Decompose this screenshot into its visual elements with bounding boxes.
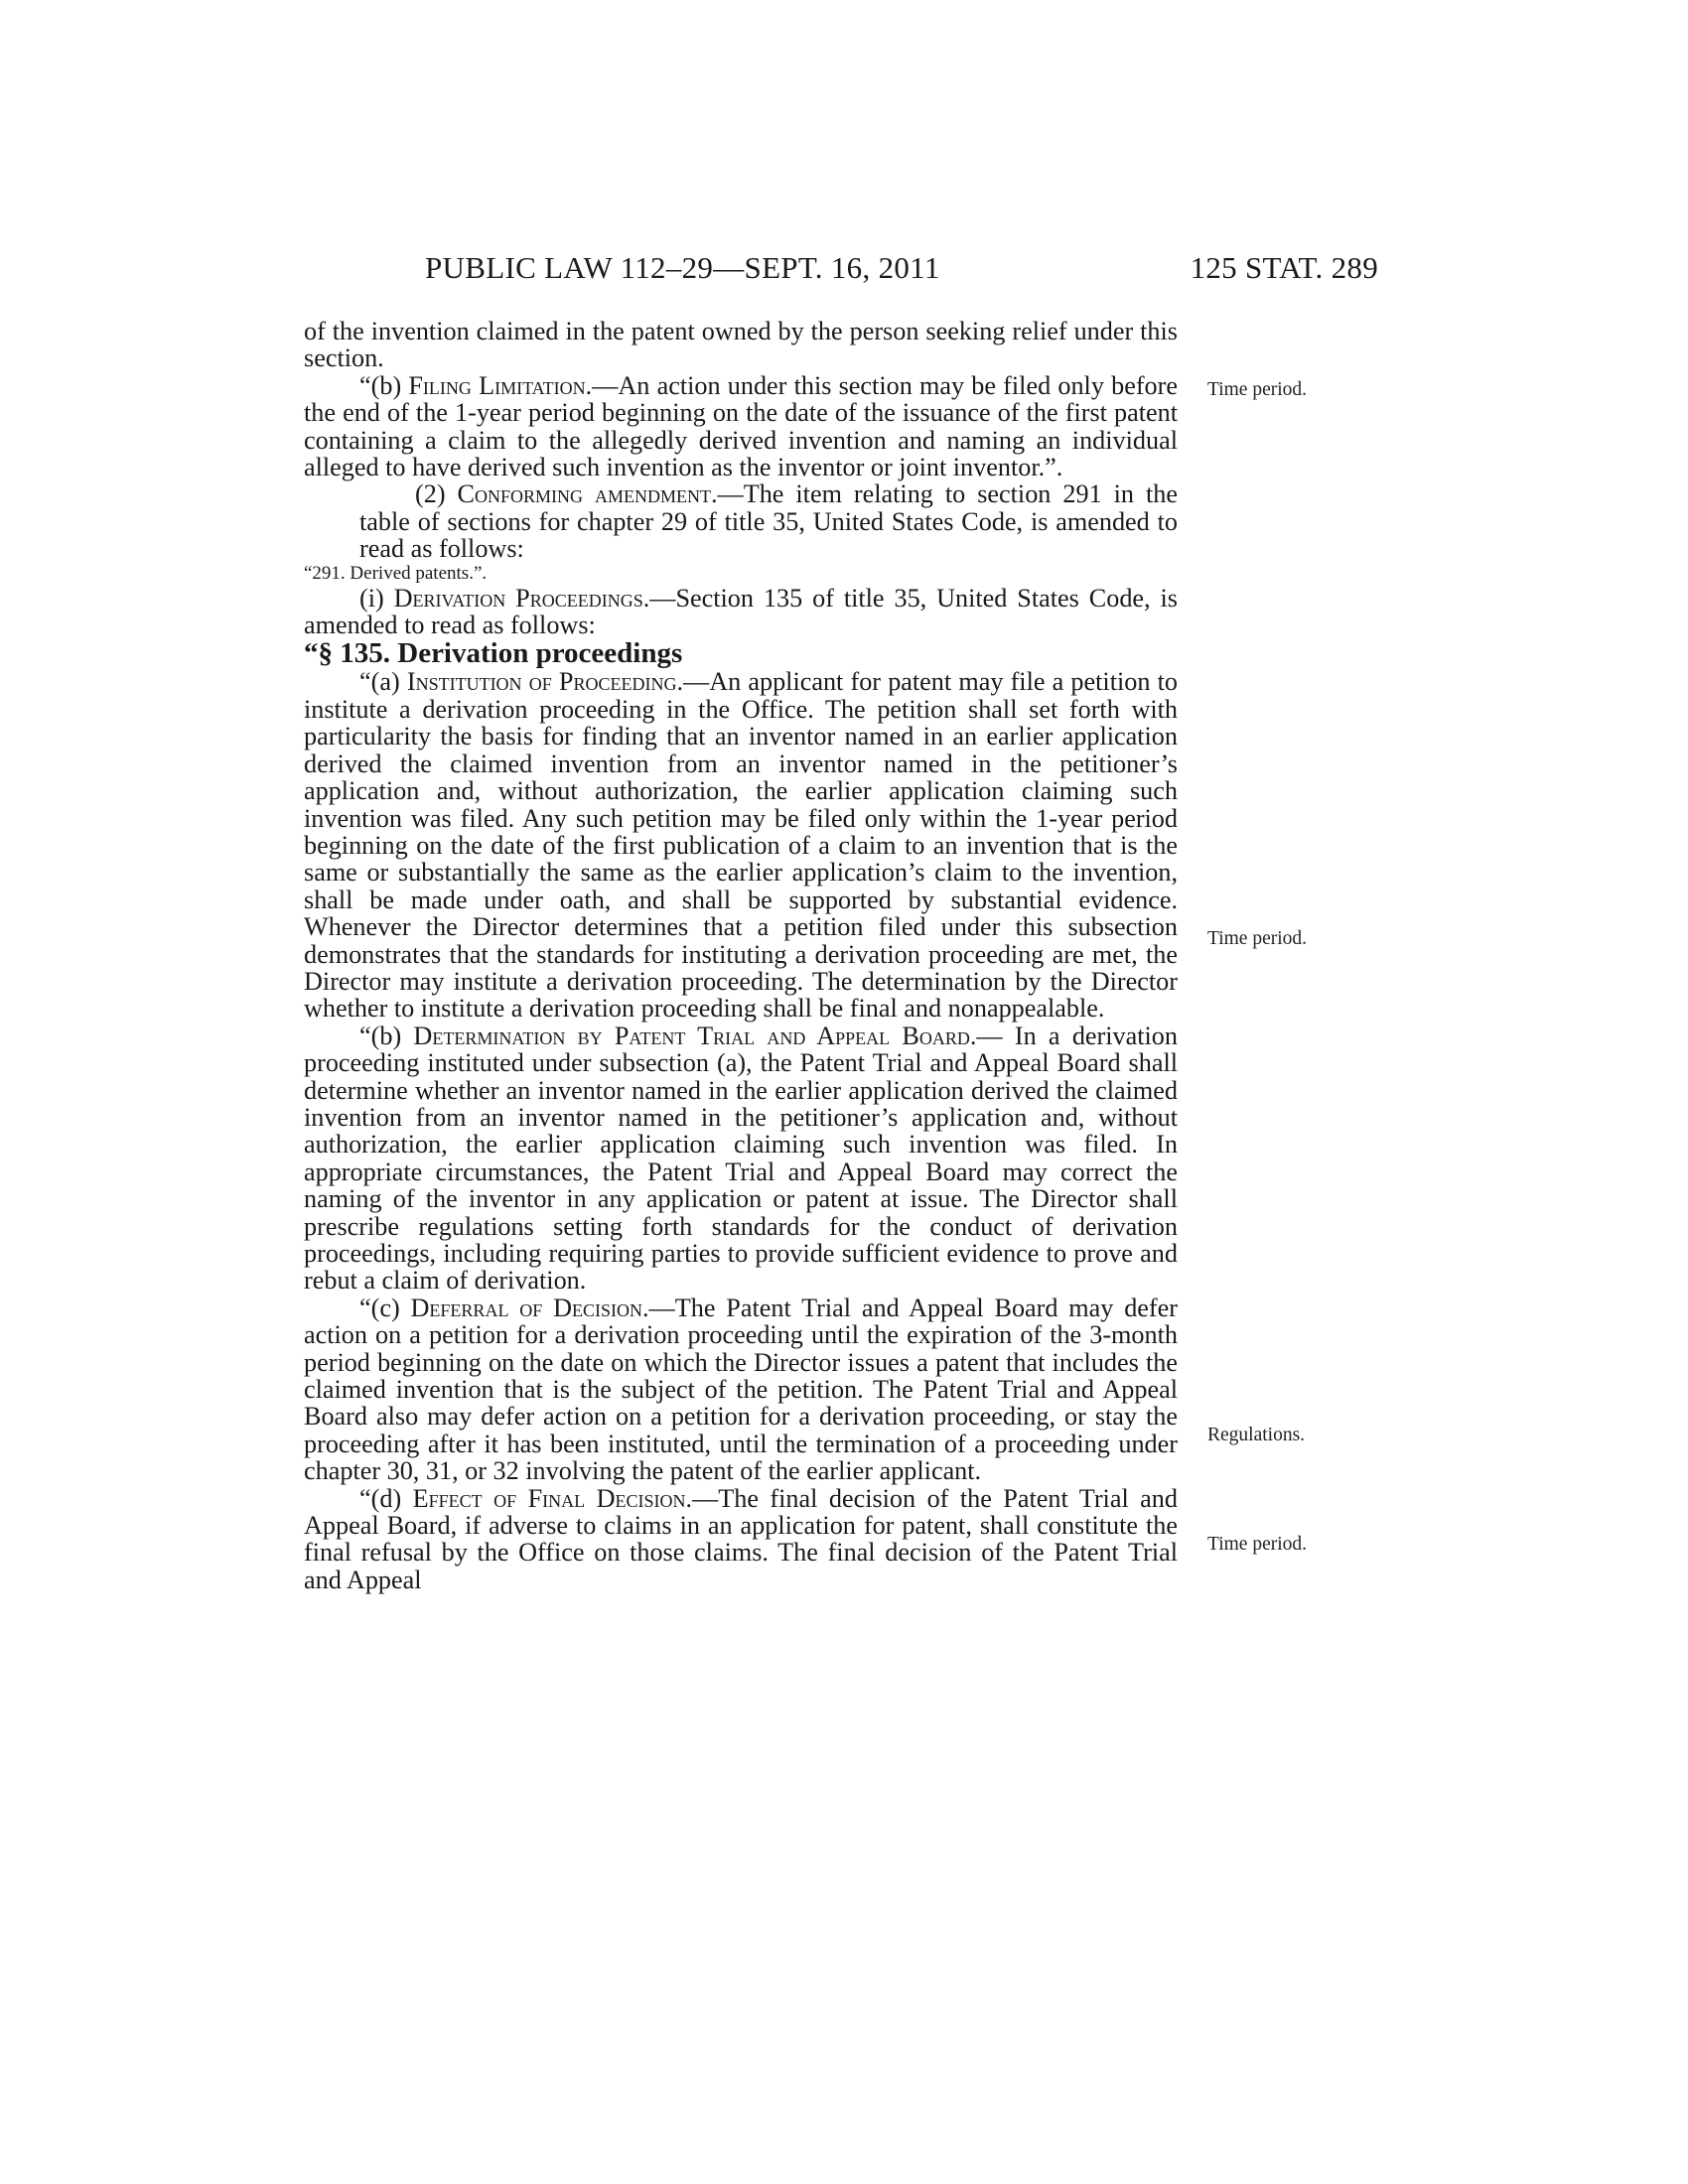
paragraph-label: “(b) bbox=[359, 370, 409, 400]
paragraph-label: “(c) bbox=[359, 1293, 411, 1322]
paragraph-label: “(d) bbox=[359, 1483, 413, 1513]
paragraph-deferral bbox=[304, 1295, 1178, 1485]
paragraph-heading: Conforming amendment bbox=[457, 479, 711, 509]
statute-page-number: 125 STAT. 289 bbox=[1190, 250, 1378, 285]
page-body bbox=[304, 318, 1178, 1593]
paragraph-heading: Determination by Patent Trial and Appeal Board bbox=[413, 1021, 970, 1050]
paragraph-heading: Deferral of Decision bbox=[410, 1293, 642, 1322]
paragraph-text: .—An applicant for patent may file a petition to institute a derivation proceeding in the Office. The petition shall set forth with particularity the basis for finding that an inventor named in an earlier application derived the claimed invention from an inventor named in the petitioner’s application and, without authorization, the earlier application claiming such invention was filed. Any such petition may be filed only within the 1-year period beginning on the date of the first publication of a claim to an invention that is the same or substantially the same as the earlier application’s claim to the invention, shall be made under oath, and shall be supported by substantial evidence. Whenever the Director determines that a petition filed under this subsection demonstrates that the standards for instituting a derivation proceeding are met, the Director may institute a derivation proceeding. The determination by the Director whether to institute a derivation proceeding shall be final and nonappealable. bbox=[304, 667, 1178, 1024]
paragraph-label: (2) bbox=[415, 479, 458, 509]
running-header bbox=[425, 250, 1378, 290]
paragraph-text: of the invention claimed in the patent owned by the person seeking relief under this section. bbox=[304, 317, 1178, 373]
section-heading: “§ 135. Derivation proceedings bbox=[304, 637, 683, 670]
paragraph-determination bbox=[304, 1023, 1178, 1295]
paragraph-filing-limitation bbox=[304, 372, 1178, 481]
margin-note-regulations: Regulations. bbox=[1207, 1425, 1306, 1445]
paragraph-label: “(b) bbox=[359, 1021, 414, 1050]
paragraph-text: .—An action under this section may be filed only before the end of the 1-year period beginning on the date of the issuance of the first patent containing a claim to the allegedly derived invention and naming an individual alleged to have derived such invention as the inventor or joint inventor.”. bbox=[304, 370, 1178, 482]
paragraph-text: .—The final decision of the Patent Trial and Appeal Board, if adverse to claims in an application for patent, shall constitute the final refusal by the Office on those claims. The final decision of the Patent Trial and Appeal bbox=[304, 1483, 1178, 1594]
paragraph-text: .—The item relating to section 291 in the table of sections for chapter 29 of title 35, United States Code, is amended to read as follows: bbox=[359, 479, 1178, 564]
paragraph-heading: Filing Limitation bbox=[408, 370, 586, 400]
paragraph-label: “(a) bbox=[359, 667, 407, 697]
paragraph-text: .—Section 135 of title 35, United States Code, is amended to read as follows: bbox=[304, 583, 1178, 640]
paragraph-institution bbox=[304, 668, 1178, 1022]
paragraph-text: .—The Patent Trial and Appeal Board may defer action on a petition for a derivation proceeding until the expiration of the 3-month period beginning on the date on which the Director issues a patent that includes the claimed invention that is the subject of the petition. The Patent Trial and Appeal Board also may defer action on a petition for a derivation proceeding, or stay the proceeding after it has been instituted, until the termination of a proceeding under chapter 30, 31, or 32 involving the patent of the earlier applicant. bbox=[304, 1293, 1178, 1486]
paragraph-conforming-amendment bbox=[304, 480, 1178, 562]
margin-note-time-period: Time period. bbox=[1207, 379, 1308, 400]
paragraph-heading: Institution of Proceeding bbox=[406, 667, 677, 697]
table-item-line: “291. Derived patents.”. bbox=[304, 562, 488, 584]
margin-note-time-period: Time period. bbox=[1207, 928, 1308, 949]
paragraph-derivation-proceedings bbox=[304, 585, 1178, 639]
paragraph-heading: Effect of Final Decision bbox=[412, 1483, 686, 1513]
paragraph-heading: Derivation Proceedings bbox=[393, 583, 643, 613]
margin-note-time-period: Time period. bbox=[1207, 1534, 1308, 1555]
paragraph-label: (i) bbox=[359, 583, 394, 613]
paragraph-effect-final-decision bbox=[304, 1485, 1178, 1594]
paragraph-continuation bbox=[304, 318, 1178, 372]
public-law-title: PUBLIC LAW 112–29—SEPT. 16, 2011 bbox=[425, 250, 940, 285]
paragraph-text: .— In a derivation proceeding instituted under subsection (a), the Patent Trial and Appeal Board shall determine whether an inventor named in the earlier application derived the claimed invention from an inventor named in the petitioner’s application and, without authorization, the earlier application claiming such invention was filed. In appropriate circumstances, the Patent Trial and Appeal Board may correct the naming of the inventor in any application or patent at issue. The Director shall prescribe regulations setting forth standards for the conduct of derivation proceedings, including requiring parties to provide sufficient evidence to prove and rebut a claim of derivation. bbox=[304, 1021, 1178, 1296]
